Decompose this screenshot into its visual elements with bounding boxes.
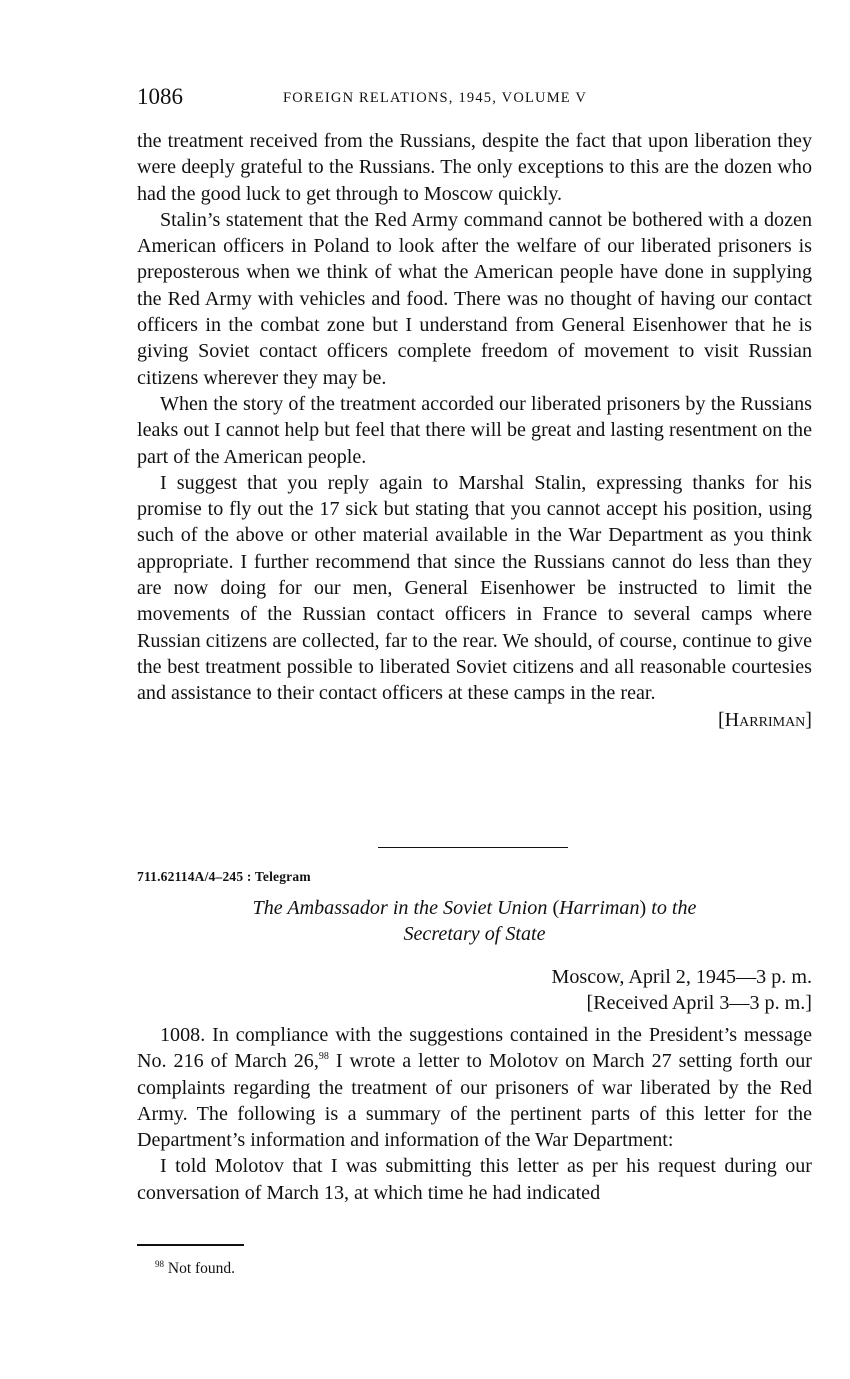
- section-divider: [378, 847, 568, 848]
- footnote-marker: 98: [318, 1051, 329, 1063]
- page-number: 1086: [137, 84, 183, 109]
- running-head: FOREIGN RELATIONS, 1945, VOLUME V: [283, 90, 588, 106]
- page-header: [137, 84, 812, 114]
- footnote-text: Not found.: [167, 1260, 236, 1277]
- letter-continuation: [137, 128, 812, 733]
- footnote: [155, 1260, 235, 1278]
- received-line: [Received April 3—3 p. m.]: [586, 992, 812, 1015]
- paragraph: Stalin’s statement that the Red Army command cannot be bothered with a dozen American officers in Poland to look after the welfare of our liberated prisoners is preposterous when we think of what the American people have done in supplying the Red Army with vehicles and food. There was no thought of having our contact officers in the combat zone but I understand from General Eisenhower that he is giving Soviet contact officers complete freedom of movement to visit Russian citizens wherever they may be.: [137, 208, 812, 389]
- signature: [Harriman]: [717, 708, 812, 731]
- signature-name: Harriman: [724, 708, 806, 731]
- telegram-body: [137, 1022, 812, 1206]
- document-title: The Ambassador in the Soviet Union (Harriman) to the Secretary of State: [137, 895, 812, 948]
- footnote-divider: [137, 1244, 244, 1246]
- paragraph: When the story of the treatment accorded our liberated prisoners by the Russians leaks out I cannot help but feel that there will be great and lasting resentment on the part of the American people.: [137, 392, 812, 468]
- paragraph: I told Molotov that I was submitting this letter as per his request during our conversation of March 13, at which time he had indicated: [137, 1155, 812, 1204]
- paragraph: 1008. In compliance with the suggestions contained in the President’s message No. 216 of March 26,98 I wrote a letter to Molotov on March 27 setting forth our complaints regarding the treatment of our prisoners of war liberated by the Red Army. The following is a summary of the pertinent parts of this letter for the Department’s information and information of the War Department:: [137, 1024, 812, 1152]
- title-name: Harriman: [559, 897, 640, 919]
- file-reference: 711.62114A/4–245 : Telegram: [137, 869, 311, 884]
- dateline-block: [137, 964, 812, 1017]
- title-line-2: Secretary of State: [403, 923, 546, 946]
- footnote-number: 98: [155, 1259, 164, 1269]
- dateline: Moscow, April 2, 1945—3 p. m.: [551, 966, 812, 988]
- title-part: to the: [651, 897, 697, 919]
- title-part: The Ambassador in the Soviet Union: [252, 897, 548, 919]
- paragraph: I suggest that you reply again to Marshal Stalin, expressing thanks for his promise to fly out the 17 sick but stating that you cannot accept his position, using such of the above or other material available in the War Department as you think appropriate. I further recommend that since the Russians cannot do less than they are now doing for our men, General Eisenhower be instructed to limit the movements of the Russian contact officers in France to several camps where Russian citizens are collected, far to the rear. We should, of course, continue to give the best treatment possible to liberated Soviet citizens and all reasonable courtesies and assistance to their contact officers at these camps in the rear.: [137, 471, 812, 705]
- paragraph: the treatment received from the Russians, despite the fact that upon liberation they were deeply grateful to the Russians. The only exceptions to this are the dozen who had the good luck to get through to Moscow quickly.: [137, 130, 812, 205]
